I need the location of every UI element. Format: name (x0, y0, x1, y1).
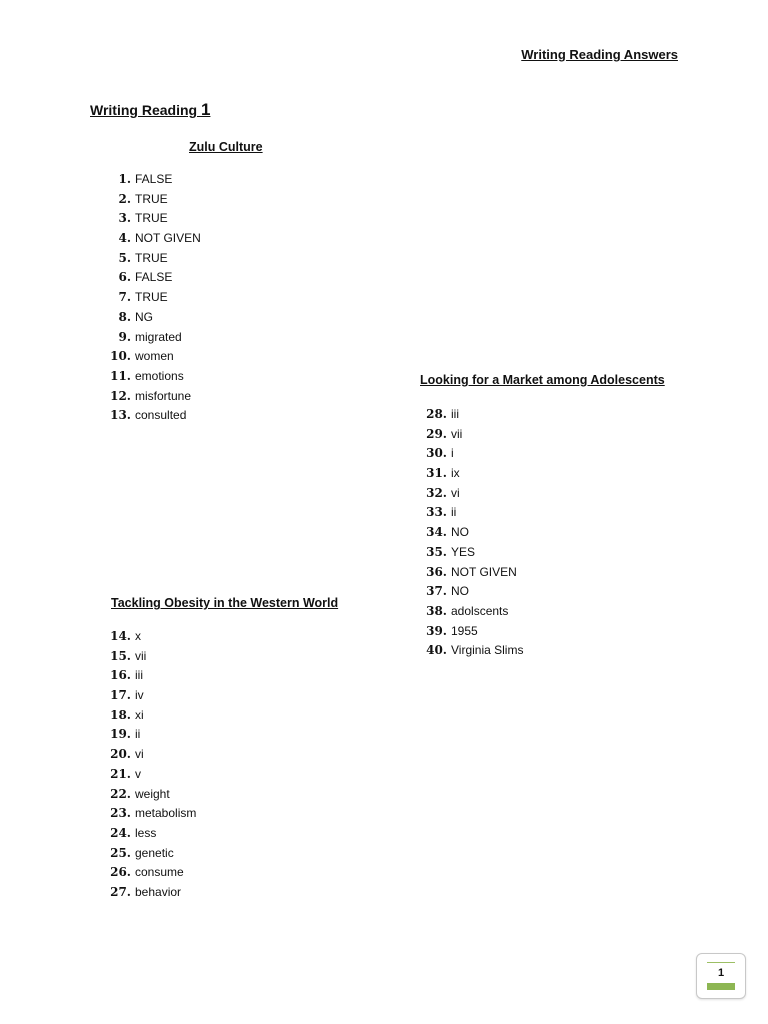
answer-item (425, 405, 523, 425)
answer-value: NOT GIVEN (135, 231, 201, 246)
answer-item (109, 804, 196, 824)
answer-number: 9. (118, 329, 131, 344)
answer-item (109, 229, 201, 249)
answer-value: xi (135, 707, 144, 722)
answer-item (425, 464, 523, 484)
answer-list-zulu-culture (109, 170, 201, 426)
answer-value: NOT GIVEN (451, 564, 517, 579)
answer-value: NO (451, 584, 469, 599)
answer-value: genetic (135, 845, 174, 860)
answer-number: 31. (426, 466, 447, 481)
answer-number: 38. (426, 603, 447, 618)
answer-value: vi (135, 747, 144, 762)
header-title: Writing Reading Answers (521, 47, 678, 62)
answer-item (109, 308, 201, 328)
page-number: 1 (717, 967, 725, 979)
answer-item (109, 328, 201, 348)
answer-number: 34. (426, 525, 447, 540)
answer-value: NG (135, 309, 153, 324)
answer-item (109, 190, 201, 210)
answer-list-market-adolescents (425, 405, 523, 661)
answer-item (109, 367, 201, 387)
answer-number: 1. (118, 172, 131, 186)
answer-item (425, 484, 523, 504)
answer-item (109, 209, 201, 229)
answer-item (425, 425, 523, 445)
answer-number: 10. (110, 349, 131, 364)
answer-number: 30. (426, 446, 447, 461)
answer-value: iv (135, 688, 144, 703)
answer-value: TRUE (135, 211, 168, 226)
answer-value: TRUE (135, 290, 168, 305)
answer-item (109, 725, 196, 745)
answer-number: 12. (110, 388, 131, 403)
answer-number: 17. (110, 688, 131, 703)
answer-item (109, 387, 201, 407)
answer-value: TRUE (135, 191, 168, 206)
answer-number: 3. (118, 211, 131, 226)
answer-item (425, 503, 523, 523)
answer-item (425, 523, 523, 543)
document-title (90, 100, 210, 120)
section-title-zulu-culture: Zulu Culture (189, 140, 263, 154)
answer-list-tackling-obesity (109, 627, 196, 903)
answer-value: vii (451, 426, 463, 441)
answer-value: FALSE (135, 172, 173, 186)
answer-value: vii (135, 648, 147, 663)
answer-item (109, 863, 196, 883)
answer-number: 6. (118, 270, 131, 285)
answer-number: 18. (110, 707, 131, 722)
answer-value: migrated (135, 329, 182, 344)
answer-item (109, 765, 196, 785)
answer-item (425, 641, 523, 661)
answer-value: emotions (135, 368, 184, 383)
answer-item (109, 686, 196, 706)
answer-number: 20. (110, 747, 131, 762)
answer-value: ix (451, 466, 460, 481)
answer-item (109, 249, 201, 269)
answer-number: 39. (426, 623, 447, 638)
answer-value: ii (451, 505, 457, 520)
answer-value: ii (135, 727, 141, 742)
answer-number: 24. (110, 825, 131, 840)
answer-item (109, 170, 201, 190)
answer-value: FALSE (135, 270, 173, 285)
answer-number: 25. (110, 845, 131, 860)
answer-item (109, 268, 201, 288)
answer-item (109, 824, 196, 844)
answer-number: 37. (426, 584, 447, 599)
answer-value: less (135, 825, 157, 840)
answer-item (425, 543, 523, 563)
document-title-number: 1 (200, 100, 211, 119)
answer-number: 32. (426, 485, 447, 500)
answer-number: 26. (110, 865, 131, 880)
answer-item (425, 622, 523, 642)
answer-number: 36. (426, 564, 447, 579)
answer-item (109, 844, 196, 864)
answer-value: women (135, 349, 174, 364)
page-badge-accent-bar (707, 983, 735, 990)
answer-item (425, 582, 523, 602)
answer-number: 14. (110, 629, 131, 643)
answer-number: 29. (426, 426, 447, 441)
answer-number: 11. (110, 368, 131, 383)
answer-value: consulted (135, 408, 187, 423)
answer-item (109, 406, 201, 426)
answer-item (109, 288, 201, 308)
answer-value: misfortune (135, 388, 192, 403)
answer-item (109, 706, 196, 726)
answer-number: 16. (110, 668, 131, 683)
answer-value: YES (451, 544, 476, 559)
answer-value: metabolism (135, 806, 197, 821)
answer-number: 40. (426, 643, 447, 658)
answer-value: iii (135, 668, 143, 683)
answer-value: NO (451, 525, 469, 540)
answer-item (425, 444, 523, 464)
page-badge-rule (707, 962, 735, 963)
answer-value: Virginia Slims (451, 643, 524, 658)
answer-number: 4. (118, 231, 131, 246)
answer-item (425, 563, 523, 583)
page-number-badge (696, 953, 746, 999)
answer-number: 28. (426, 407, 447, 421)
document-title-text: Writing Reading (90, 102, 201, 118)
answer-value: iii (451, 407, 459, 421)
answer-number: 23. (110, 806, 131, 821)
answer-number: 8. (118, 309, 131, 324)
answer-value: x (135, 629, 141, 643)
answer-number: 13. (110, 408, 131, 423)
answer-value: weight (135, 786, 170, 801)
answer-number: 19. (110, 727, 131, 742)
answer-number: 33. (426, 505, 447, 520)
answer-item (109, 647, 196, 667)
section-title-market-adolescents: Looking for a Market among Adolescents (420, 373, 665, 387)
answer-value: 1955 (451, 623, 478, 638)
answer-item (425, 602, 523, 622)
answer-value: TRUE (135, 250, 168, 265)
answer-value: v (135, 766, 141, 781)
answer-value: i (451, 446, 454, 461)
answer-number: 15. (110, 648, 131, 663)
answer-value: consume (135, 865, 184, 880)
answer-item (109, 883, 196, 903)
answer-item (109, 785, 196, 805)
answer-item (109, 347, 201, 367)
answer-number: 5. (118, 250, 131, 265)
answer-number: 2. (118, 191, 131, 206)
answer-item (109, 745, 196, 765)
answer-value: vi (451, 485, 460, 500)
answer-number: 7. (118, 290, 131, 305)
answer-value: behavior (135, 884, 182, 899)
answer-item (109, 666, 196, 686)
answer-number: 22. (110, 786, 131, 801)
answer-number: 21. (110, 766, 131, 781)
answer-number: 35. (426, 544, 447, 559)
section-title-tackling-obesity: Tackling Obesity in the Western World (111, 596, 339, 610)
answer-item (109, 627, 196, 647)
answer-value: adolscents (451, 603, 509, 618)
answer-number: 27. (110, 884, 131, 899)
